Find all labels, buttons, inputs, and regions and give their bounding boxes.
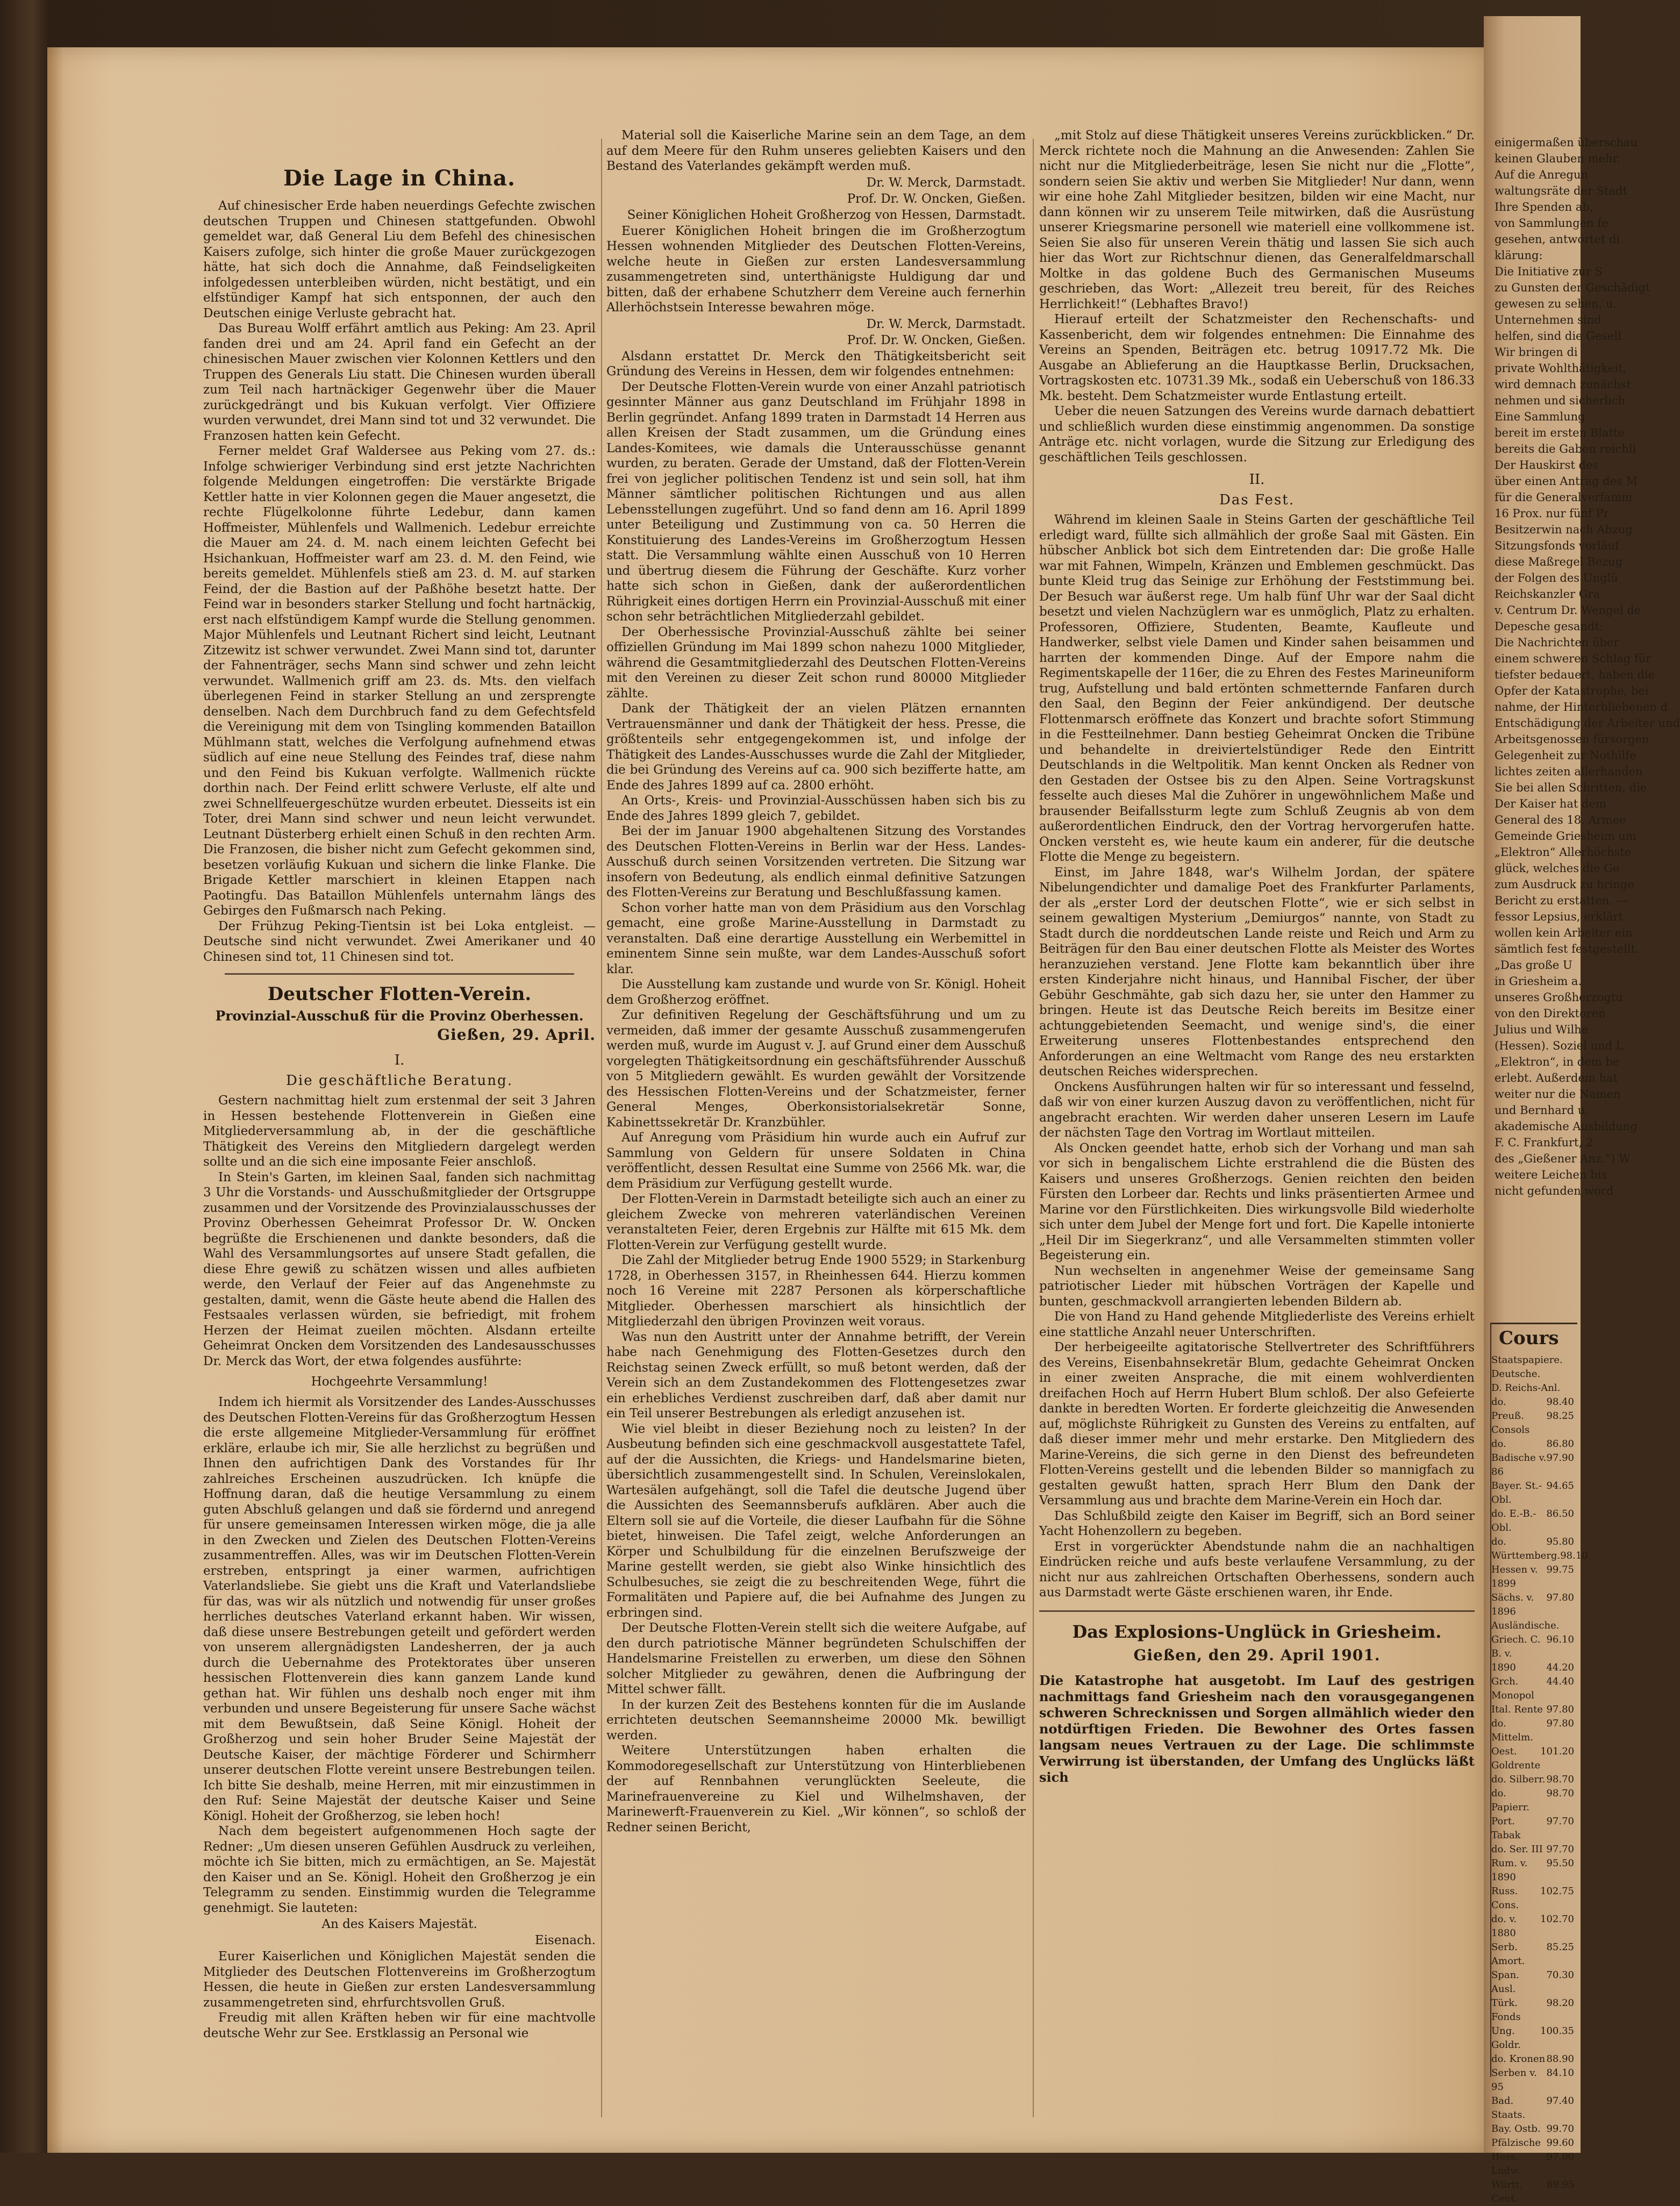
paragraph: Schon vorher hatte man von dem Präsidium aus den Vorschlag gemacht, eine große Marine-Ausstellung in Darmstadt zu veranstalten. Daß eine derartige Ausstellung ein Werbemittel in eminentem Sinne sein mußte, war dem Landes-Ausschuß sofort klar. [606,901,1026,976]
security-name: Span. Ausl. [1491,1969,1519,1995]
security-name: Russ. Cons. [1491,1886,1519,1911]
stock-table-row [1491,1815,1577,1843]
section-divider [1039,1610,1475,1612]
signature: Dr. W. Merck, Darmstadt. [866,317,1026,331]
paragraph: Der Frühzug Peking-Tientsin ist bei Loka entgleist. — Deutsche sind nicht verwundet. Zwei Amerikaner und 40 Chinesen sind tot, 11 Chinesen sind tot. [203,919,596,964]
security-name: Sächs. v. 1896 [1491,1592,1534,1617]
paragraph: Während im kleinen Saale in Steins Garten der geschäftliche Teil erledigt ward, füllte sich allmählich der große Saal mit Gästen. Ein hübscher Anblick bot sich dem Eintretenden dar: Die große Halle war mit Fahnen, Wimpeln, Kränzen und Emblemen geschmückt. Das bunte Kleid trug das Seinige zur Erhöhung der Feststimmung bei. Der Besuch war äußerst rege. Um halb fünf Uhr war der Saal dicht besetzt und vielen Nachzüglern war es unmöglich, Platz zu erhalten. Professoren, Offiziere, Studenten, Beamte, Kaufleute und Handwerker, selbst viele Damen und Kinder sahen beisammen und harrten der kommenden Dinge. Auf der Empore nahm die Regimentskapelle der 116er, die zu Ehren des Festes Marineuniform trug, Aufstellung und bald ertönten schmetternde Fanfaren durch den Saal, den Beginn der Feier ankündigend. Der deutsche Flottenmarsch eröffnete das Konzert und brachte sofort Stimmung in die Festteilnehmer. Dann bestieg Geheimrat Oncken die Tribüne und behandelte in dreiviertelstündiger Rede den Eintritt Deutschlands in die Weltpolitik. Man kennt Oncken als Redner von den Gestaden der Ostsee bis zu den Alpen. Seine Vortragskunst fesselte auch dieses Mal die Zuhörer in ungewöhnlichem Maße und brausender Beifallssturm legte zum Schluß Zeugnis ab von dem außerordentlichen Eindruck, den der Vortrag hervorgerufen hatte. Oncken versteht es, wie heute kaum ein anderer, für die deutsche Flotte die Menge zu begeistern. [1039,513,1475,864]
text-line: Sie bei allen Schritten, die [1495,781,1647,794]
text-line: für die Generalverfamm [1495,491,1633,504]
section-number: I. [394,1052,405,1068]
text-line: zu Gunsten der Geschädigt [1495,281,1650,294]
paragraph: Eurer Kaiserlichen und Königlichen Majestät senden die Mitglieder des Deutschen Flottenvereins im Großherzogtum Hessen, die heute in Gießen zur ersten Landesversammlung zusammengetreten sind, ehrfurchtsvollen Gruß. [203,1950,596,2010]
paragraph: In der kurzen Zeit des Bestehens konnten für die im Auslande errichteten deutschen Seemannsheime 20000 Mk. bewilligt werden. [606,1697,1026,1743]
text-line: waltungsräte der Stadt [1495,184,1627,197]
telegram-heading: An des Kaisers Majestät. [321,1917,477,1931]
paragraph: Der Oberhessische Provinzial-Ausschuß zählte bei seiner offiziellen Gründung im Mai 1899 schon nahezu 1000 Mitglieder, während die Gesamtmitgliederzahl des Deutschen Flotten-Vereins mit den Vereinen zu dieser Zeit schon rund 80000 Mitglieder zählte. [606,625,1026,701]
paragraph: „mit Stolz auf diese Thätigkeit unseres Vereins zurückblicken.“ Dr. Merck richtete noch die Mahnung an die Anwesenden: Zahlen Sie nicht nur die Mitgliederbeiträge, lesen Sie nicht nur die „Flotte“, sondern seien Sie aktiv und werben Sie Mitglieder! Nur dann, wenn wir eine hohe Zahl Mitglieder besitzen, bilden wir eine Macht, nur dann können wir zu unserem Teile mitwirken, daß die Ausrüstung unserer Kriegsmarine personell wie materiell eine vollkommene ist. Seien Sie also für unseren Verein thätig und lassen Sie sich auch hier das Wort zur Richtschnur dienen, das Generalfeldmarschall Moltke in das goldene Buch des Germanischen Museums geschrieben, das Wort: „Allezeit treu bereit, für des Reiches Herrlichkeit!“ (Lebhaftes Bravo!) [1039,128,1475,311]
text-line: fessor Lepsius, erklärt [1495,910,1623,923]
text-line: zum Ausdruck zu bringe [1495,878,1634,891]
security-name: D. Reichs-Anl. [1491,1382,1561,1394]
text-line: bereit im ersten Blatte [1495,426,1625,439]
security-price: 88.90 [1546,2053,1574,2065]
text-line: weiter nur die Namen [1495,1088,1621,1101]
security-name: Staatspapiere. [1491,1354,1563,1366]
lead-paragraph: Die Katastrophe hat ausgetobt. Im Lauf des gestrigen nachmittags fand Griesheim nach den vorausgegangenen schweren Schrecknissen und Sorgen allmählich wieder den notdürftigen Frieden. Die Bewohner des Ortes fassen langsam neues Vertrauen zu der Lage. Die schlimmste Verwirrung ist überstanden, der Umfang des Unglücks läßt sich [1039,1672,1475,1785]
security-name: Württ. Cent. [1491,2179,1523,2204]
text-line: weitere Leichen bis [1495,1168,1607,1181]
paragraph: Zur definitiven Regelung der Geschäftsführung und um zu vermeiden, daß immer der gesamte Ausschuß zusammengerufen werden muß, wurde im August v. J. auf Grund einer dem Ausschuß vorgelegten Thätigkeitsordnung ein geschäftsführender Ausschuß von 5 Mitgliedern gewählt. Es wurden gewählt der Vorsitzende des Hessischen Flotten-Vereins und der Schatzmeister, ferner General Menges, Oberkonsistorialsekretär Sonne, Kabinettssekretär Dr. Kranzbühler. [606,1008,1026,1130]
security-name: Port. Tabak [1491,1816,1521,1841]
section-divider [225,973,574,975]
stock-table-row [1491,1619,1577,1633]
stock-table-row [1491,2052,1577,2066]
subheadline: Provinzial-Ausschuß für die Provinz Oberhessen. [215,1008,584,1024]
stock-table-row [1491,1857,1577,1884]
paragraph: Das Schlußbild zeigte den Kaiser im Begriff, sich an Bord seiner Yacht Hohenzollern zu begeben. [1039,1509,1475,1538]
paragraph: Ferner meldet Graf Waldersee aus Peking vom 27. ds.: Infolge schwieriger Verbindung sind erst jetzte Nachrichten folgende Meldungen eingetroffen: Die verstärkte Brigade Kettler hatte in vier Kolonnen gegen die Mauer angesetzt, die rechte Flügelkolonne führte Ledebur, dann kamen Hoffmeister, Mühlenfels und Wallmenich. Ledebur erreichte die Mauer am 24. d. M. nach einem leichten Gefecht bei Hsichankuan, Hoffmeister warf am 23. d. M. den Feind, wie bereits gemeldet. Mühlenfels stieß am 23. d. M. auf starken Feind, der die Bastion auf der Paßhöhe besetzt hatte. Der Feind war in besonders starker Stellung und focht hartnäckig, erst nach elfstündigem Kampf wurde die Stellung genommen. Major Mühlenfels und Leutnant Richert sind leicht, Leutnant Zitzewitz ist schwer verwundet. Zwei Mann sind tot, darunter der Fahnenträger, sechs Mann sind schwer und zehn leicht verwundet. Wallmenich griff am 23. ds. Mts. den vielfach überlegenen Feind in starker Stellung an und zersprengte denselben. Nach dem Durchbruch fand zu dem Gefechtsfeld die Vereinigung mit dem von Tsingling kommenden Bataillon Mühlmann statt, welches die Verfolgung aufnehmend etwas südlich auf eine neue Stellung des Feindes traf, diese nahm und den Feind bis Kukuan verfolgte. Wallmenich rückte dorthin nach. Der Feind erlitt schwere Verluste, elf alte und zwei Schnellfeuergeschütze wurden erbeutet. Diesseits ist ein Toter, drei Mann sind schwer und neun leicht verwundet. Leutnant Düsterberg erhielt einen Schuß in den rechten Arm. Die Franzosen, die bisher nicht zum Gefecht gekommen sind, besetzen vorläufig Kukuan und sichern die linke Flanke. Die Brigade Kettler marschiert in kleinen Etappen nach Paotingfu. Das Bataillon Mühlenfels unternahm längs des Gebirges den Fußmarsch nach Peking. [203,444,596,918]
paragraph: Auf chinesischer Erde haben neuerdings Gefechte zwischen deutschen Truppen und Chinesen stattgefunden. Obwohl gemeldet war, daß General Liu dem Befehl des chinesischen Kaisers zufolge, sich hinter die große Mauer zurückgezogen hätte, hat sich doch die Annahme, daß Feindseligkeiten infolgedessen unterbleiben würden, nicht bestätigt, und ein elfstündiger Kampf hat sich entsponnen, der auch den Deutschen einige Verluste gebracht hat. [203,199,596,320]
column-right [1039,128,1475,2117]
text-line: erlebt. Außerdem hat [1495,1072,1618,1084]
stock-table-row [1491,1703,1577,1717]
stock-table-row [1491,1479,1577,1507]
paragraph: Ueber die neuen Satzungen des Vereins wurde darnach debattiert und schließlich wurden diese einstimmig angenommen. Da sonstige Anträge etc. nicht vorlagen, wurde die Sitzung zur Erledigung des geschäftlichen Teils geschlossen. [1039,404,1475,465]
text-line: helfen, sind die Gesell [1495,330,1621,342]
security-name: Preuß. Consols [1491,1410,1530,1436]
security-price: 98.70 [1546,1774,1574,1785]
security-price: 94.65 [1546,1480,1574,1491]
stock-table-row [1491,2122,1577,2136]
text-line: tiefster bedauert, haben die [1495,668,1655,681]
text-line: Gelegenheit zur Nothilfe [1495,749,1636,762]
paragraph: Nun wechselten in angenehmer Weise der gemeinsame Sang patriotischer Lieder mit hübschen Vorträgen der Kapelle und bunten, geschmackvoll arrangierten lebenden Bildern ab. [1039,1263,1475,1309]
paragraph: Nach dem begeistert aufgenommenen Hoch sagte der Redner: „Um diesen unseren Gefühlen Ausdruck zu verleihen, möchte ich Sie bitten, mich zu ermächtigen, an Se. Majestät den Kaiser und an Se. Königl. Hoheit den Großherzog je ein Telegramm zu senden. Einstimmig wurden die Telegramme genehmigt. Sie lauteten: [203,1824,596,1915]
security-name: do. Ser. III [1491,1844,1543,1855]
text-line: „Elektron“ Allerhöchste [1495,846,1632,859]
stock-table-row [1491,1675,1577,1703]
security-price: 44.20 [1546,1662,1574,1673]
stock-table-row [1491,2094,1577,2122]
text-line: Die Nachrichten über [1495,636,1619,649]
text-line: einem schweren Schlag für [1495,652,1652,665]
text-line: Der Hauskirst des [1495,459,1599,472]
security-price: 96.10 [1546,1634,1574,1645]
text-line: Reichskanzler Gra [1495,588,1600,601]
stock-table-row [1491,1661,1577,1675]
security-name: do. Kronen [1491,2053,1546,2065]
text-line: der Folgen des Unglü [1495,572,1618,584]
security-price: 84.10 [1546,2067,1574,2079]
security-name: do. v. 1880 [1491,1914,1517,1939]
security-name: Griech. C. B. v. [1491,1634,1541,1659]
text-line: private Wohlthätigkeit, [1495,362,1627,375]
text-line: Entschädigung der Arbeiter und [1495,717,1680,730]
paragraph: Dank der Thätigkeit der an vielen Plätzen ernannten Vertrauensmänner und dank der Thätigkeit der hess. Presse, die größtenteils sehr entgegengekommen ist, und infolge der Thätigkeit des Landes-Ausschusses wurde die Zahl der Mitglieder, die bei Gründung des Vereins auf ca. 900 sich bezifferte hatte, am Ende des Jahres 1899 auf ca. 2800 erhöht. [606,702,1026,793]
text-line: von Sammlungen fe [1495,217,1608,230]
security-name: do. Papierr. [1491,1788,1529,1813]
security-name: Hessen v. 1899 [1491,1564,1538,1589]
headline-griesheim: Das Explosions-Unglück in Griesheim. [1072,1621,1442,1642]
stock-table-row [1491,1395,1577,1409]
paragraph: Alsdann erstattet Dr. Merck den Thätigkeitsbericht seit Gründung des Vereins in Hessen, dem wir folgendes entnehmen: [606,349,1026,379]
headline-flotten-verein: Deutscher Flotten-Verein. [267,983,532,1005]
stock-table-row [1491,1367,1577,1381]
security-price: 85.25 [1546,1941,1574,1953]
stock-table-row [1491,2150,1577,2178]
paragraph: Der Flotten-Verein in Darmstadt beteiligte sich auch an einer zu gleichem Zwecke von mehreren vaterländischen Vereinen veranstalteten Feier, deren Ergebnis zur Hälfte mit 615 Mk. dem Flotten-Verein zur Verfügung gestellt wurde. [606,1192,1026,1252]
paragraph: Als Oncken geendet hatte, erhob sich der Vorhang und man sah vor sich in bengalischem Lichte erstrahlend die die Büsten des Kaisers und unseres Großherzogs. Genien reichten den beiden Fürsten den Lorbeer dar. Rechts und links präsentierten Armee und Marine vor den Fürstlichkeiten. Dies wirkungsvolle Bild wiederholte sich unter dem Jubel der Menge fort und fort. Die Kapelle intonierte „Heil Dir im Siegerkranz“, und alle Versammelten stimmten voller Begeisterung ein. [1039,1141,1475,1262]
security-name: Oest. Goldrente [1491,1746,1541,1771]
paragraph: Indem ich hiermit als Vorsitzender des Landes-Ausschusses des Deutschen Flotten-Vereins für das Großherzogtum Hessen die erste allgemeine Mitglieder-Versammlung für eröffnet erkläre, erlaube ich mir, Sie alle herzlichst zu begrüßen und Ihnen den aufrichtigen Dank des Vorstandes für Ihr zahlreiches Erscheinen auszudrücken. Ich knüpfe die Hoffnung daran, daß die heutige Versammlung zu einem guten Abschluß gelangen und daß sie fördernd und anregend für unsere gemeinsamen Interessen wirken möge, die ja alle in den Zwecken und Zielen des Deutschen Flotten-Vereins zusammentreffen. Alles, was wir im Deutschen Flotten-Verein erstreben, entspringt ja einer warmen, aufrichtigen Vaterlandsliebe. Sie giebt uns die Kraft und Vaterlandsliebe für das, was wir als nützlich und notwendig für unser großes herrliches deutsches Vaterland erkannt haben. Wir wissen, daß diese unsere Bestrebungen geteilt und gefördert werden von unserem allergnädigsten Landesherren, der ja auch durch die Uebernahme des Protektorates über unseren hessischen Flottenverein dies kann ganzem Lande kund gethan hat. Wir fühlen uns deshalb noch enger mit ihm verbunden und unsere Begeisterung für unsere Sache wächst mit dem Bewußtsein, daß Seine Königl. Hoheit der Großherzog und sein hoher Bruder Seine Majestät der Deutsche Kaiser, der mächtige Förderer und Schirmherr unserer deutschen Flotte vereint unsere Bestrebungen teilen. Ich bitte Sie deshalb, meine Herren, mit mir einzustimmen in den Ruf: Seine Majestät der deutsche Kaiser und Seine Königl. Hoheit der Großherzog, sie leben hoch! [203,1395,596,1823]
stock-table-body [1491,1353,1588,2206]
paragraph: Gestern nachmittag hielt zum erstenmal der seit 3 Jahren in Hessen bestehende Flottenverein in Gießen eine Mitgliederversammlung ab, in der die geschäftliche Thätigkeit des Vereins den Mitgliedern dargelegt werden sollte und an die sich eine imposante Feier anschloß. [203,1094,596,1169]
text-line: Gemeinde Griesheim um [1495,830,1636,843]
stock-table-row [1491,2178,1577,2206]
text-line: von den Direktoren [1495,1007,1606,1020]
paragraph: Der herbeigeeilte agitatorische Stellvertreter des Schriftführers des Vereins, Eisenbahnsekretär Blum, gedachte Geheimrat Oncken in einer zweiten Ansprache, die mit einem wohlverdienten dreifachen Hoch auf Herrn Hubert Blum schloß. Der also Gefeierte dankte in beredten Worten. Er forderte gleichzeitig die Anwesenden auf, möglichste Rührigkeit zu Gunsten des Vereins zu entfalten, auf daß dieser immer mehr und mehr erstarke. Den Mitgliedern des Marine-Vereins, die sich gerne in den Dienst des befreundeten Flotten-Vereins gestellt und die lebenden Bilder so mannigfach zu gestalten gewußt hatten, sprach Herr Blum den Dank der Versammlung aus und brachte dem Marine-Verein ein Hoch dar. [1039,1340,1475,1508]
text-line: Opfer der Katastrophe, bei [1495,684,1649,697]
security-price: 100.35 [1540,2025,1574,2037]
text-line: Arbeitsgenossen fürsorgen [1495,733,1649,746]
text-line: des „Gießener Anz.“) W [1495,1152,1631,1165]
text-line: lichtes zeiten allerhanden [1495,765,1643,778]
stock-table-row [1491,1437,1577,1451]
stock-table-title: Cours [1499,1327,1559,1349]
stock-table-row [1491,1633,1577,1661]
stock-table-row [1491,2066,1577,2094]
paragraph: Was nun den Austritt unter der Annahme betrifft, der Verein habe nach Genehmigung des Flotten-Gesetzes durch den Reichstag seinen Zweck erfüllt, so muß betont werden, daß der Verein sich an dem Zustandekommen des Flottengesetzes zwar ein erhebliches Verdienst zuschreiben darf, daß aber damit nur ein Teil unserer Bestrebungen als erledigt anzusehen ist. [606,1330,1026,1420]
security-price: 98.40 [1546,1396,1574,1408]
text-line: glück, welches die Ge [1495,862,1620,875]
section-title: Die geschäftliche Beratung. [286,1073,513,1089]
security-name: Rum. v. 1890 [1491,1858,1528,1883]
text-line: gesehen, antwortet di [1495,233,1620,246]
newspaper-page [47,47,1488,2153]
stock-table-row [1491,1745,1577,1773]
text-line: v. Centrum Dr. Wengel de [1495,604,1641,617]
text-line: bereits die Gaben reichli [1495,442,1636,455]
telegram-address: Seiner Königlichen Hoheit Großherzog von Hessen, Darmstadt. [627,208,1026,222]
stock-table-row [1491,1940,1577,1968]
text-line: Unternehmen sind [1495,313,1602,326]
security-name: do. [1491,1396,1506,1408]
paragraph: Freudig mit allen Kräften heben wir für eine machtvolle deutsche Wehr zur See. Erstklassig an Personal wie [203,2011,596,2040]
text-line: General des 18. Armee [1495,813,1626,826]
signature: Dr. W. Merck, Darmstadt. [866,175,1026,190]
paragraph: Wie viel bleibt in dieser Beziehung noch zu leisten? In der Ausbeutung befinden sich eine geschmackvoll ausgestattete Tafel, auf der die Aussichten, die Kriegs- und Handelsmarine bieten, übersichtlich zusammengestellt sind. In Schulen, Vereinslokalen, Wartesälen aufgehängt, soll die Tafel die deutsche Jugend über die Aussichten des Seemannsberufs aufklären. Aber auch die Eltern soll sie auf die Vorteile, die dieser Laufbahn für die Söhne bietet, hinweisen. Die Tafel zeigt, welche Anforderungen an Körper und Schulbildung für die einzelnen Berufszweige der Marine gestellt werden, sie giebt also Winke hinsichtlich des Schulbesuches, sie zeigt die zu beschreitenden Wege, führt die Formalitäten und Papiere auf, die bei Aufnahme des Jungen zu erbringen sind. [606,1422,1026,1620]
text-line: Auf die Anregun [1495,168,1589,181]
paragraph: Die Ausstellung kam zustande und wurde von Sr. Königl. Hoheit dem Großherzog eröffnet. [606,977,1026,1007]
security-name: Württemberg. [1491,1550,1561,1561]
paragraph: Die von Hand zu Hand gehende Mitgliederliste des Vereins erhielt eine stattliche Anzahl neuer Unterschriften. [1039,1310,1475,1339]
security-name: Ausländische. [1491,1620,1560,1631]
column-rule [1033,139,1034,2117]
column-rule [601,139,602,2117]
paragraph: Das Bureau Wolff erfährt amtlich aus Peking: Am 23. April fanden drei und am 24. April fand ein Gefecht an der chinesischen Mauer zwischen vier Kolonnen Kettlers und den Truppen des Generals Liu statt. Die Chinesen wurden überall zum Teil nach hartnäckiger Gegenwehr über die Mauer zurückgedrängt und bis Kukuan verfolgt. Vier Offiziere wurden verwundet, drei Mann sind tot und 32 verwundet. Die Franzosen hatten kein Gefecht. [203,322,596,443]
paragraph: Der Deutsche Flotten-Verein wurde von einer Anzahl patriotisch gesinnter Männer aus ganz Deutschland im Frühjahr 1898 in Berlin gegründet. Anfang 1899 traten in Darmstadt 14 Herren aus allen Kreisen der Stadt zusammen, um die Gründung eines Landes-Komitees, wie damals die Unterausschüsse genannt wurden, zu beraten. Gerade der Umstand, daß der Flotten-Verein frei von jeglicher politischen Tendenz ist und sein soll, hat ihm Männer sämtlicher politischen Richtungen und aus allen Lebensstellungen zugeführt. Und so fand denn am 16. April 1899 unter Beteiligung und Zustimmung von ca. 50 Herren die Konstituierung des Landes-Vereins im Großherzogtum Hessen statt. Die Versammlung wählte einen Ausschuß von 10 Herren und übertrug diesem die Führung der Geschäfte. Kurz vorher hatte sich schon in Gießen, dank der außerordentlichen Rührigkeit eines dortigen Herrn ein Provinzial-Ausschuß mit einer schon sehr beträchtlichen Mitgliederzahl gebildet. [606,380,1026,624]
stock-table-row [1491,2024,1577,2052]
stock-table-row [1491,1409,1577,1437]
security-name: 1890 [1491,1662,1516,1673]
stock-table-row [1491,1912,1577,1940]
dateline: Gießen, 29. April. [437,1026,596,1044]
security-name: Badische v. 86 [1491,1452,1547,1477]
adjacent-column-text [1495,134,1680,1199]
salutation: Hochgeehrte Versammlung! [311,1375,488,1389]
security-name: do. Mittelm. [1491,1718,1533,1743]
text-line: in Griesheim a. [1495,975,1582,988]
stock-table-row [1491,1968,1577,1996]
security-price: 86.80 [1546,1438,1574,1450]
security-name: Serben v. 95 [1491,2067,1537,2093]
security-price: 89.95 [1546,2179,1574,2190]
security-price: 44.40 [1546,1676,1574,1687]
security-price: 97.90 [1546,1452,1574,1463]
text-line: Der Kaiser hat dem [1495,797,1606,810]
text-line: gewesen zu sehen, u. [1495,297,1617,310]
paragraph: Hierauf erteilt der Schatzmeister den Rechenschafts- und Kassenbericht, dem wir folgendes entnehmen: Die Einnahme des Vereins an Spenden, Beiträgen etc. betrug 10917.72 Mk. Die Ausgabe an Ablieferung an die Hauptkasse Berlin, Drucksachen, Vortragskosten etc. 10731.39 Mk., sodaß ein Ueberschuß von 186.33 Mk. besteht. Dem Schatzmeister wurde Entlastung erteilt. [1039,312,1475,403]
security-name: do. [1491,1536,1506,1547]
security-price: 95.50 [1546,1858,1574,1869]
paragraph: Euerer Königlichen Hoheit bringen die im Großherzogtum Hessen wohnenden Mitglieder des Deutschen Flotten-Vereins, welche heute in Gießen zur ersten Landesversammlung zusammengetreten sind, unterthänigste Huldigung dar und bitten, daß der erhabene Schutzherr dem Vereine auch fernerhin Allerhöchstsein Interesse bewahren möge. [606,224,1026,315]
security-name: Türk. Fonds [1491,1997,1521,2023]
stock-table-row [1491,1549,1588,1563]
text-line: und Bernhard u. [1495,1104,1589,1117]
security-price: 97.80 [1546,1592,1574,1603]
security-name: Ital. Rente [1491,1704,1543,1715]
text-line: Eine Sammlung [1495,410,1585,423]
text-line: wollen kein Arbeiter ein [1495,926,1633,939]
stock-table-row [1491,1381,1577,1395]
security-name: Hess. Ludw. [1491,2151,1521,2176]
security-price: 97.70 [1546,1816,1574,1827]
security-price: 70.30 [1546,1969,1574,1981]
text-line: nahme, der Hinterbliebenen d [1495,701,1668,713]
headline-china: Die Lage in China. [283,166,516,191]
security-name: do. [1491,1438,1506,1450]
text-line: wird demnach zunächst [1495,378,1631,391]
security-price: 86.50 [1546,1508,1574,1519]
security-price: 99.60 [1546,2137,1574,2148]
stock-table-row [1491,1591,1577,1619]
stock-table-row [1491,1451,1577,1479]
text-line: Sitzungsfonds vorläuf [1495,539,1619,552]
security-price: 97.00 [1546,2151,1574,2162]
stock-table-row [1491,1353,1577,1367]
text-line: akademische Ausbildung [1495,1120,1638,1133]
stock-table-row [1491,1535,1577,1549]
security-name: do. Silberr. [1491,1774,1546,1785]
text-line: 16 Prox. nur fünf Pr [1495,507,1609,520]
security-price: 97.80 [1546,1704,1574,1715]
paragraph: Material soll die Kaiserliche Marine sein an dem Tage, an dem auf dem Meere für den Ruhm unseres geliebten Kaisers und den Bestand des Vaterlandes gekämpft werden muß. [606,128,1026,173]
stock-quote-table [1490,1323,1588,2204]
text-line: Wir bringen di [1495,346,1578,359]
stock-table-row [1491,1843,1577,1857]
security-price: 99.70 [1546,2123,1574,2134]
stock-table-row [1491,2136,1577,2150]
security-price: 98.70 [1546,1788,1574,1799]
security-price: 102.75 [1540,1886,1574,1897]
security-price: 98.25 [1546,1410,1574,1422]
text-line: über einen Antrag des M [1495,475,1638,488]
security-price: 97.70 [1546,1844,1574,1855]
stock-table-row [1491,1717,1577,1745]
signature: Prof. Dr. W. Oncken, Gießen. [847,333,1026,347]
security-name: Bad. Staats. [1491,2095,1526,2121]
dateline: Gießen, den 29. April 1901. [1133,1646,1381,1664]
stock-table-row [1491,1884,1577,1912]
paragraph: Auf Anregung vom Präsidium hin wurde auch ein Aufruf zur Sammlung von Geldern für unsere Soldaten in China veröffentlicht, dessen Resultat eine Summe von 2566 Mk. war, die dem Präsidium zur Verfügung gestellt wurde. [606,1131,1026,1191]
text-line: klärung: [1495,249,1543,262]
stock-table-row [1491,1507,1577,1535]
section-title: Das Fest. [1219,492,1295,508]
text-line: sämtlich fest festgestellt. [1495,943,1639,955]
text-line: Die Initiative zur S [1495,265,1603,278]
text-line: Bericht zu erstatten. — [1495,894,1628,907]
text-line: Depesche gesandt: [1495,620,1603,633]
security-name: Grch. Monopol [1491,1676,1534,1701]
security-name: Pfälzische [1491,2137,1541,2148]
security-price: 97.40 [1546,2095,1574,2107]
signature: Prof. Dr. W. Oncken, Gießen. [847,191,1026,206]
paragraph: An Orts-, Kreis- und Provinzial-Ausschüssen haben sich bis zu Ende des Jahres 1899 gleich 7, gebildet. [606,794,1026,823]
security-name: do. E.-B.-Obl. [1491,1508,1536,1533]
text-line: (Hessen). Soziel und L [1495,1039,1624,1052]
security-name: Bay. Ostb. [1491,2123,1541,2134]
paragraph: In Stein's Garten, im kleinen Saal, fanden sich nachmittag 3 Uhr die Vorstands- und Ausschußmitglieder der Ortsgruppe zusammen und der Vorsitzende des Provinzialausschusses der Provinz Oberhessen Geheimrat Professor Dr. W. Oncken begrüßte die Erschienenen und dankte besonders, daß die Wahl des Versammlungsortes auf unsere Stadt gefallen, die diese Ehre gewiß zu schätzen wissen und alles aufbieten werde, den Verlauf der Feier auf das Angenehmste zu gestalten, damit, wenn die Gäste heute abend die Hallen des Festsaales verlassen würden, sie befriedigt, mit frohem Herzen der Heimat zueilen möchten. Alsdann erteilte Geheimrat Oncken dem Vorsitzenden des Landesausschusses Dr. Merck das Wort, der etwa folgendes ausführte: [203,1170,596,1368]
text-line: „Elektron“, in dem be [1495,1055,1620,1068]
adjacent-page-edge [1484,16,1680,2204]
column-middle [606,128,1026,2117]
security-name: Serb. Amort. [1491,1941,1525,1967]
text-line: nicht gefunden word [1495,1184,1614,1197]
security-price: 95.80 [1546,1536,1574,1547]
paragraph: Der Deutsche Flotten-Verein stellt sich die weitere Aufgabe, auf den durch patriotische Männer begründeten Schulschiffen der Handelsmarine Freistellen zu erwerben, um diese den Söhnen solcher Mitglieder zu gewähren, denen die Aufbringung der Mittel schwer fällt. [606,1621,1026,1696]
security-name: Ung. Goldr. [1491,2025,1521,2051]
text-line: unseres Großherzogtu [1495,991,1623,1004]
telegram-origin: Eisenach. [534,1933,596,1947]
text-line: Julius und Wilhe [1495,1023,1589,1036]
paragraph: Einst, im Jahre 1848, war's Wilhelm Jordan, der spätere Nibelungendichter und damalige Poet des Frankfurter Parlaments, der als „erster Lord der deutschen Flotte“, wie er sich selbst in seinem gewaltigen Mysterium „Demiurgos“ nannte, von Stadt zu Stadt durch die norddeutschen Lande reiste und Reich und Arm zu Beiträgen für den Bau einer deutschen Flotte als Meister des Wortes heranzuziehen verstand. Jene Flotte kam bekanntlich über ihre ersten Kinderjahre nicht hinaus, und Hannibal Fischer, der über Gebühr Geschmähte, gab sich dazu her, sie unter den Hammer zu bringen. Heute ist das Deutsche Reich bereits im Besitze einer achtunggebietenden Seemacht, und wenige sind's, die einer Erweiterung unseres Flottenbestandes entsprechend den Anforderungen an eine Weltmacht vom Range des neu erstarkten deutschen Reiches widersprechen. [1039,865,1475,1079]
paragraph: Onckens Ausführungen halten wir für so interessant und fesselnd, daß wir von einer kurzen Auszug davon zu veröffentlichen, nicht für angebracht erachten. Wir werden daher unseren Lesern im Laufe der nächsten Tage den Vortrag im Wortlaut mitteilen. [1039,1080,1475,1140]
stock-table-row [1491,1787,1577,1815]
security-name: Deutsche. [1491,1368,1541,1380]
text-line: einigermaßen überschau [1495,136,1638,149]
paragraph: Die Zahl der Mitglieder betrug Ende 1900 5529; in Starkenburg 1728, in Oberhessen 3157, in Rheinhessen 644. Hierzu kommen noch 16 Vereine mit 2287 Personen als körperschaftliche Mitglieder. Oberhessen marschiert als hinsichtlich der Mitgliederzahl den übrigen Provinzen weit voraus. [606,1253,1026,1329]
text-line: diese Maßregel Bezug [1495,555,1623,568]
text-line: Ihre Spenden ab, [1495,201,1593,213]
text-line: „Das große U [1495,959,1572,972]
security-name: Bayer. St.-Obl. [1491,1480,1542,1505]
section-number: II. [1249,472,1265,488]
security-price: 97.80 [1546,1718,1574,1729]
paragraph: Weitere Unterstützungen haben erhalten die Kommodoregesellschaft zur Unterstützung von Hinterbliebenen der auf Rennbahnen verunglückten Seeleute, die Marinefrauenvereine zu Kiel und Wilhelmshaven, der Marinewerft-Frauenverein zu Kiel. „Wir können“, so schloß der Redner seinen Bericht, [606,1744,1026,1834]
security-price: 99.75 [1546,1564,1574,1575]
security-price: 101.20 [1540,1746,1575,1757]
column-left [203,128,596,2117]
text-line: Besitzerwin nach Abzug [1495,523,1633,536]
paragraph: Bei der im Januar 1900 abgehaltenen Sitzung des Vorstandes des Deutschen Flotten-Vereins in Berlin war der Hess. Landes-Ausschuß durch seinen Vorsitzenden vertreten. Die Sitzung war insofern von Bedeutung, als endlich einmal definitive Satzungen des Flotten-Vereins zur Beratung und Beschlußfassung kamen. [606,824,1026,899]
stock-table-row [1491,1563,1577,1591]
paragraph: Erst in vorgerückter Abendstunde nahm die an nachhaltigen Eindrücken reiche und aufs beste verlaufene Versammlung, zu der nicht nur aus zahlreichen Ortschaften Oberhessens, sondern auch aus Darmstadt werte Gäste erschienen waren, ihr Ende. [1039,1539,1475,1600]
security-price: 102.70 [1540,1914,1574,1925]
security-price: 98.10 [1560,1550,1588,1561]
stock-table-row [1491,1996,1577,2024]
stock-table-row [1491,1773,1577,1787]
security-price: 98.20 [1546,1997,1574,2009]
text-line: F. C. Frankfurt, 2 [1495,1136,1593,1149]
text-line: keinen Glauben mehr. [1495,152,1620,165]
text-line: nehmen und sicherlich [1495,394,1626,407]
